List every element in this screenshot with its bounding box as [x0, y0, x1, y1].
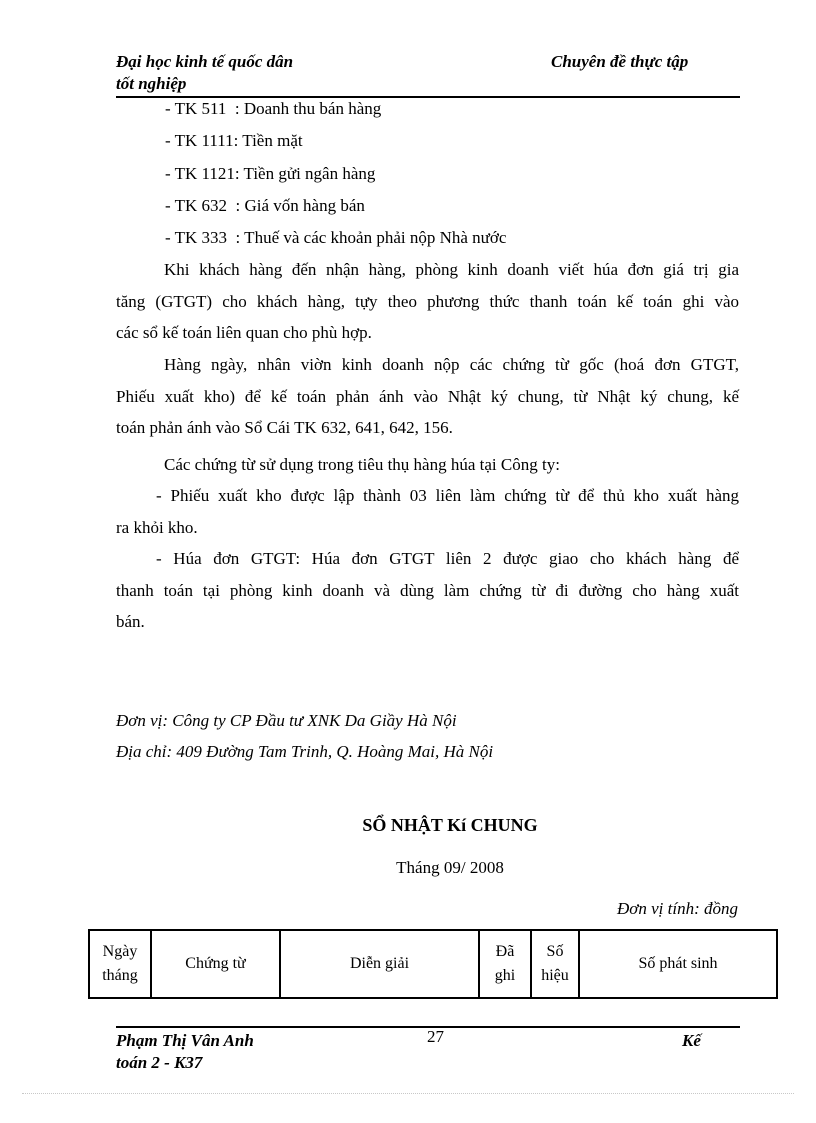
col-voucher: Chứng từ — [151, 930, 280, 998]
account-item: - TK 632 : Giá vốn hàng bán — [165, 196, 365, 215]
account-item: - TK 511 : Doanh thu bán hàng — [165, 99, 382, 118]
col-amount: Số phát sinh — [579, 930, 777, 998]
account-item: - TK 1111: Tiền mặt — [165, 131, 303, 150]
paragraph-line: Khi khách hàng đến nhận hàng, phòng kinh doanh viết húa đơn giá trị gia — [164, 260, 739, 279]
paragraph-sales-invoice — [116, 254, 739, 349]
paragraph-line: Phiếu xuất kho) để kế toán phản ánh vào Nhật ký chung, từ Nhật ký chung, kế — [116, 386, 739, 406]
col-account-no-line2: hiệu — [541, 967, 569, 984]
paragraph-line: bán. — [116, 612, 145, 632]
col-account-no-line1: Số — [546, 943, 564, 960]
col-date-line2: tháng — [102, 967, 138, 984]
paragraph-daily-documents — [116, 349, 739, 444]
company-address: Địa chỉ: 409 Đường Tam Trinh, Q. Hoàng Mai, Hà Nội — [116, 742, 494, 761]
paragraph-documents-used — [116, 449, 739, 481]
general-journal-table — [88, 929, 778, 999]
footer-author — [116, 1030, 254, 1074]
paragraph-line: Hàng ngày, nhân viờn kinh doanh nộp các chứng từ gốc (hoá đơn GTGT, — [164, 355, 739, 374]
col-posted-line1: Đã — [495, 943, 515, 960]
col-account-no — [531, 930, 579, 998]
page-bottom-edge — [22, 1093, 794, 1094]
col-date-line1: Ngày — [102, 943, 138, 960]
header-graduation: tốt nghiệp — [116, 74, 187, 93]
table-header-row — [89, 930, 777, 998]
account-item: - TK 1121: Tiền gửi ngân hàng — [165, 164, 376, 183]
paragraph-warehouse-slip — [116, 480, 739, 543]
paragraph-line: tăng (GTGT) cho khách hàng, tựy theo phương thức thanh toán kế toán ghi vào — [116, 291, 739, 311]
paragraph-line: - Phiếu xuất kho được lập thành 03 liên làm chứng từ để thủ kho xuất hàng — [156, 486, 739, 505]
col-date — [89, 930, 151, 998]
paragraph-line: toán phản ánh vào Sổ Cái TK 632, 641, 642, 156. — [116, 418, 453, 438]
paragraph-line: Các chứng từ sử dụng trong tiêu thụ hàng húa tại Công ty: — [164, 455, 560, 474]
col-posted — [479, 930, 531, 998]
paragraph-line: ra khỏi kho. — [116, 517, 198, 537]
ledger-currency-unit: Đơn vị tính: đồng — [617, 899, 738, 918]
ledger-title: SỔ NHẬT Kí CHUNG — [362, 815, 538, 835]
footer-right: Kế — [682, 1031, 701, 1050]
page-number: 27 — [427, 1027, 444, 1046]
paragraph-vat-invoice — [116, 543, 739, 638]
paragraph-line: thanh toán tại phòng kinh doanh và dùng làm chứng từ đi đường cho hàng xuất — [116, 580, 739, 600]
col-description: Diễn giải — [280, 930, 479, 998]
paragraph-line: - Húa đơn GTGT: Húa đơn GTGT liên 2 được giao cho khách hàng để — [156, 549, 739, 568]
account-item: - TK 333 : Thuế và các khoản phải nộp Nhà nước — [165, 228, 507, 247]
header-left — [116, 51, 293, 95]
col-posted-line2: ghi — [494, 967, 516, 984]
header-university: Đại học kinh tế quốc dân — [116, 52, 294, 71]
header-report-title: Chuyên đề thực tập — [551, 52, 689, 71]
paragraph-line: các sổ kế toán liên quan cho phù hợp. — [116, 323, 372, 343]
footer-author-name: Phạm Thị Vân Anh — [116, 1031, 254, 1050]
ledger-month: Tháng 09/ 2008 — [396, 858, 504, 877]
company-name: Đơn vị: Công ty CP Đầu tư XNK Da Giầy Hà Nội — [116, 711, 457, 730]
footer-author-class: toán 2 - K37 — [116, 1053, 203, 1072]
